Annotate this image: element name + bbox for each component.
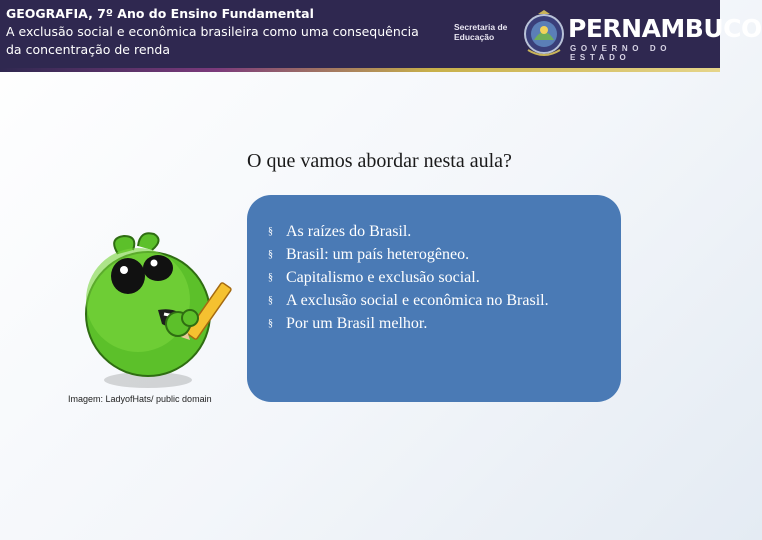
topic-text: As raízes do Brasil. — [286, 223, 412, 240]
bullet-marker: § — [268, 318, 273, 329]
list-item — [268, 266, 549, 289]
secretaria-line2: Educação — [454, 32, 495, 42]
secretaria-line1: Secretaria de — [454, 22, 508, 32]
subject-title: GEOGRAFIA, 7º Ano do Ensino Fundamental — [6, 6, 314, 21]
state-name: PERNAMBUCO — [568, 14, 762, 43]
lesson-title-line1: A exclusão social e econômica brasileira como uma consequência — [6, 24, 419, 39]
state-crest-icon — [522, 10, 566, 60]
bullet-marker: § — [268, 295, 273, 306]
state-subtitle: GOVERNO DO ESTADO — [570, 44, 672, 62]
image-credit: Imagem: LadyofHats/ public domain — [68, 394, 212, 404]
topic-text: Por um Brasil melhor. — [286, 315, 428, 332]
header-title — [6, 5, 446, 59]
topic-text: A exclusão social e econômica no Brasil. — [286, 292, 549, 309]
lesson-title-line2: da concentração de renda — [6, 42, 171, 57]
list-item — [268, 312, 549, 335]
bullet-marker: § — [268, 226, 273, 237]
bullet-marker: § — [268, 249, 273, 260]
lesson-question: O que vamos abordar nesta aula? — [247, 150, 512, 172]
list-item — [268, 220, 549, 243]
secretaria-logo-text — [454, 22, 516, 42]
topic-text: Capitalismo e exclusão social. — [286, 269, 480, 286]
list-item — [268, 243, 549, 266]
header-stripe — [0, 68, 720, 72]
topics-list — [268, 220, 549, 335]
slide-header — [0, 0, 762, 68]
alien-mascot-icon — [78, 228, 253, 400]
bullet-marker: § — [268, 272, 273, 283]
list-item — [268, 289, 549, 312]
topic-text: Brasil: um país heterogêneo. — [286, 246, 470, 263]
